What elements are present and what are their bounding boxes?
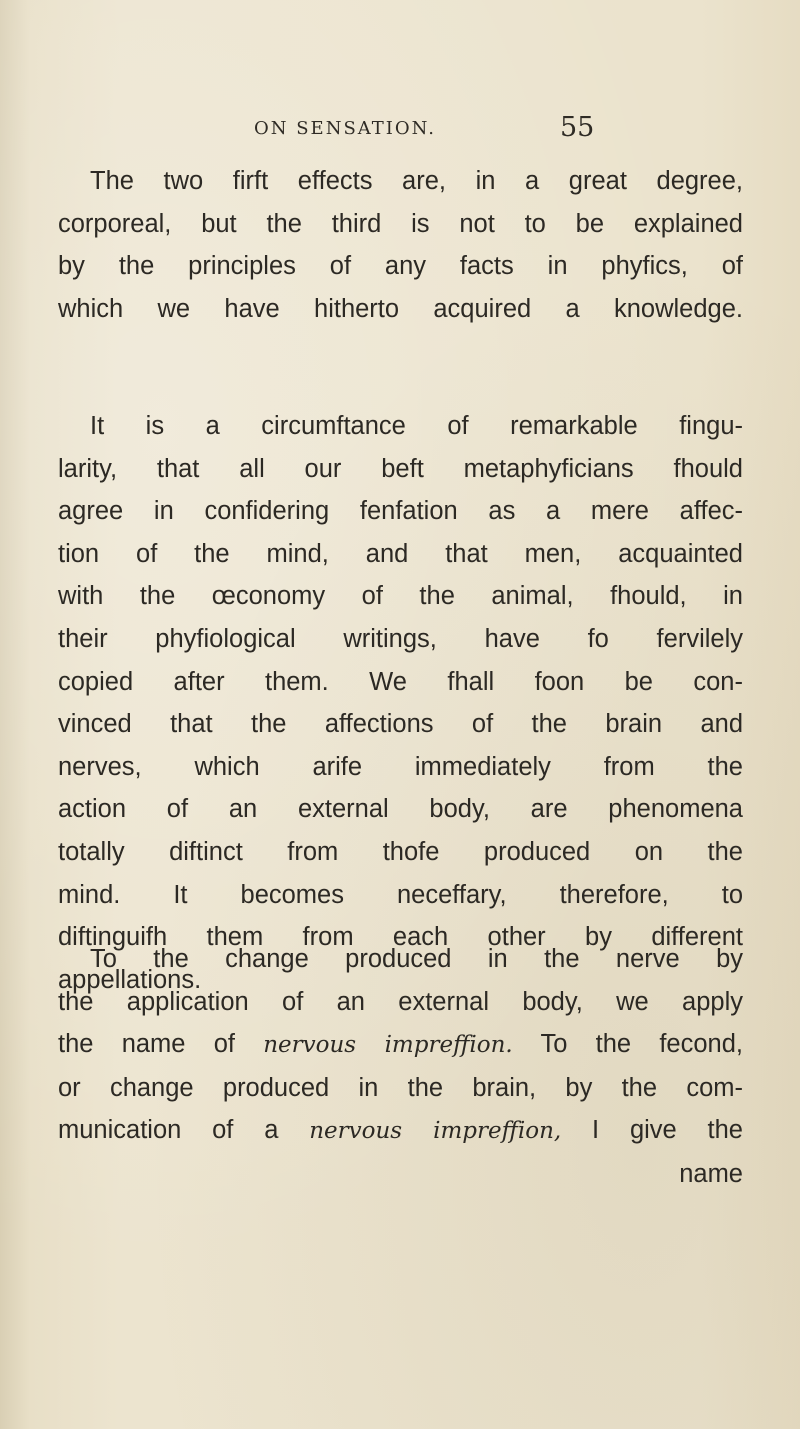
text-run: I give the xyxy=(561,1116,743,1145)
text-line: corporeal, but the third is not to be explained xyxy=(58,209,743,238)
text-line: tion of the mind, and that men, acquainted xyxy=(58,539,743,568)
text-run: munication of a xyxy=(58,1116,310,1145)
text-line: which we have hitherto acquired a knowledge. xyxy=(58,294,743,323)
text-line: their phyfiological writings, have fo fervilely xyxy=(58,624,743,653)
page-number: 55 xyxy=(560,112,595,143)
text-line: by the principles of any facts in phyfics, of xyxy=(58,252,743,281)
text-line: It is a circumftance of remarkable fingu- xyxy=(90,412,743,440)
paragraph-2 xyxy=(58,405,743,1001)
text-line: larity, that all our beft metaphyficians fhould xyxy=(58,454,743,483)
running-head: ON SENSATION. xyxy=(254,118,436,139)
text-line: the application of an external body, we apply xyxy=(58,987,743,1016)
text-line: nerves, which arife immediately from the xyxy=(58,752,743,781)
text-line: mind. It becomes neceffary, therefore, to xyxy=(58,880,743,909)
text-line xyxy=(58,1023,743,1067)
italic-term: nervous impreffion, xyxy=(309,1118,562,1145)
text-run: the name of xyxy=(58,1030,264,1059)
text-line: with the œconomy of the animal, fhould, in xyxy=(58,582,743,611)
text-line: The two firft effects are, in a great degree, xyxy=(90,167,743,195)
text-line: totally diftinct from thofe produced on the xyxy=(58,837,743,866)
page-header xyxy=(0,112,800,152)
text-line: appellations. xyxy=(58,965,202,994)
text-line: action of an external body, are phenomena xyxy=(58,795,743,824)
text-line: To the change produced in the nerve by xyxy=(90,945,743,973)
text-run: To the fecond, xyxy=(512,1030,743,1059)
text-line: vinced that the affections of the brain and xyxy=(58,710,743,739)
text-line: copied after them. We fhall foon be con- xyxy=(58,667,743,696)
text-line xyxy=(58,1109,743,1153)
paragraph-3 xyxy=(58,938,743,1196)
paragraph-1 xyxy=(58,160,743,330)
catchword: name xyxy=(679,1159,743,1188)
text-line: diftinguifh them from each other by different xyxy=(58,923,743,952)
italic-term: nervous impreffion. xyxy=(263,1032,513,1059)
text-line: agree in confidering fenfation as a mere affec- xyxy=(58,497,743,526)
text-line: or change produced in the brain, by the com- xyxy=(58,1073,743,1102)
